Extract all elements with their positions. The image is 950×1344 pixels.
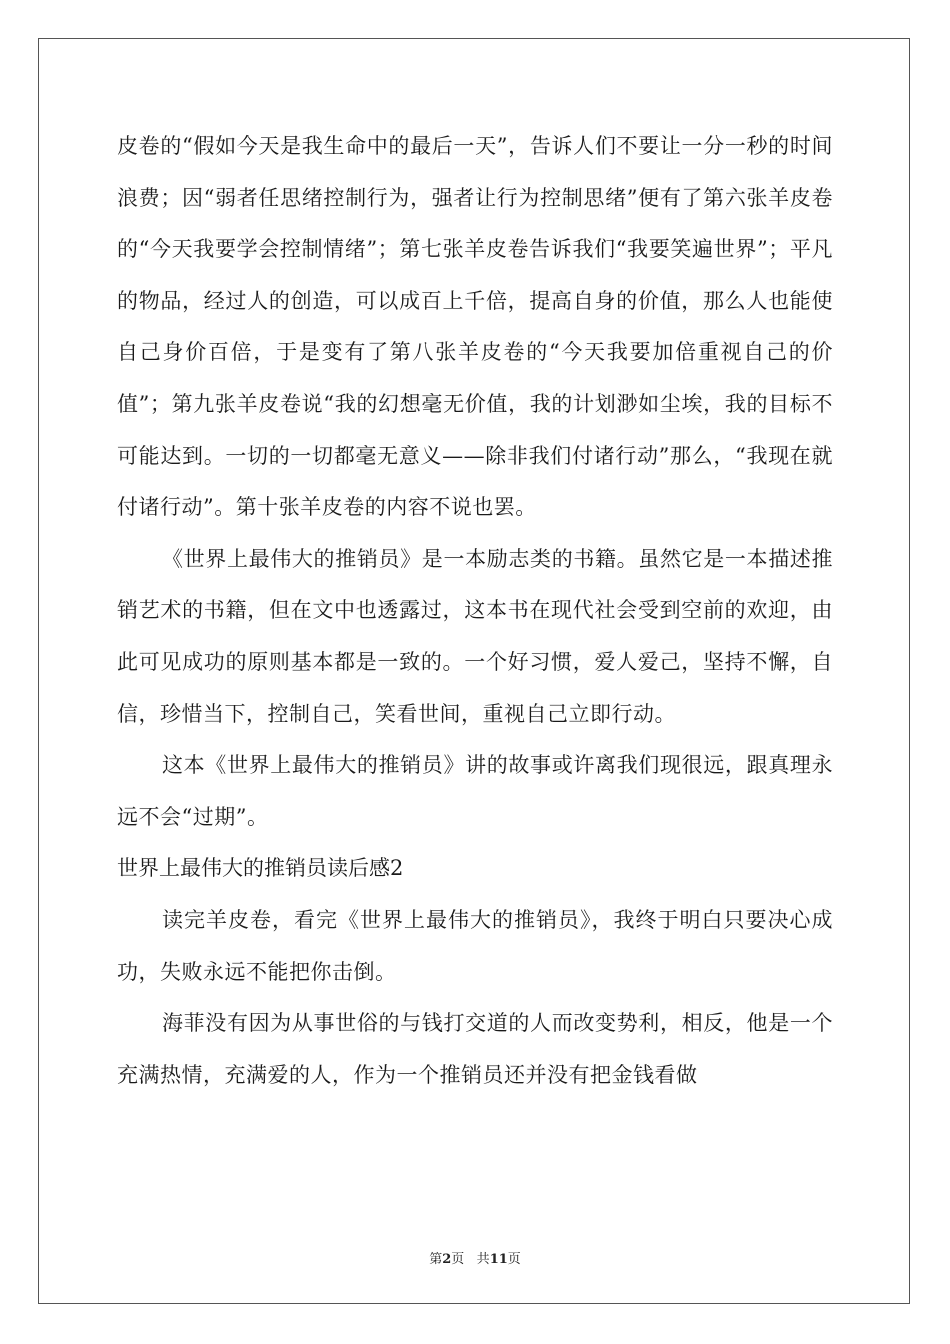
total-pages: 11 bbox=[489, 1252, 508, 1267]
page-footer bbox=[0, 1248, 950, 1267]
paragraph-conclusion: 这本《世界上最伟大的推销员》讲的故事或许离我们现很远，跟真理永远不会“过期”。 bbox=[117, 753, 833, 829]
page-number: 2 bbox=[442, 1252, 452, 1267]
page-suffix: 页 bbox=[451, 1252, 465, 1267]
document-body bbox=[117, 121, 833, 1101]
total-prefix: 共 bbox=[476, 1252, 490, 1267]
section-heading: 世界上最伟大的推销员读后感2 bbox=[117, 856, 404, 881]
paragraph-continued: 皮卷的“假如今天是我生命中的最后一天”，告诉人们不要让一分一秒的时间浪费；因“弱者任思绪控制行为，强者让行为控制思绪”便有了第六张羊皮卷的“今天我要学会控制情绪”；第七张羊皮卷告诉我们“我要笑遍世界”；平凡的物品，经过人的创造，可以成百上千倍，提高自身的价值，那么人也能使自己身价百倍，于是变有了第八张羊皮卷的“今天我要加倍重视自己的价值”；第九张羊皮卷说“我的幻想毫无价值，我的计划渺如尘埃，我的目标不可能达到。一切的一切都毫无意义——除非我们付诸行动”那么，“我现在就付诸行动”。第十张羊皮卷的内容不说也罢。 bbox=[117, 134, 833, 520]
paragraph-book-summary: 《世界上最伟大的推销员》是一本励志类的书籍。虽然它是一本描述推销艺术的书籍，但在文中也透露过，这本书在现代社会受到空前的欢迎，由此可见成功的原则基本都是一致的。一个好习惯，爱人爱己，坚持不懈，自信，珍惜当下，控制自己，笑看世间，重视自己立即行动。 bbox=[117, 546, 833, 726]
paragraph-intro: 读完羊皮卷，看完《世界上最伟大的推销员》，我终于明白只要决心成功，失败永远不能把你击倒。 bbox=[117, 907, 833, 984]
total-suffix: 页 bbox=[507, 1252, 521, 1267]
page-prefix: 第 bbox=[429, 1252, 443, 1267]
paragraph-haifei: 海菲没有因为从事世俗的与钱打交道的人而改变势利，相反，他是一个充满热情，充满爱的人，作为一个推销员还并没有把金钱看做 bbox=[117, 1011, 833, 1087]
